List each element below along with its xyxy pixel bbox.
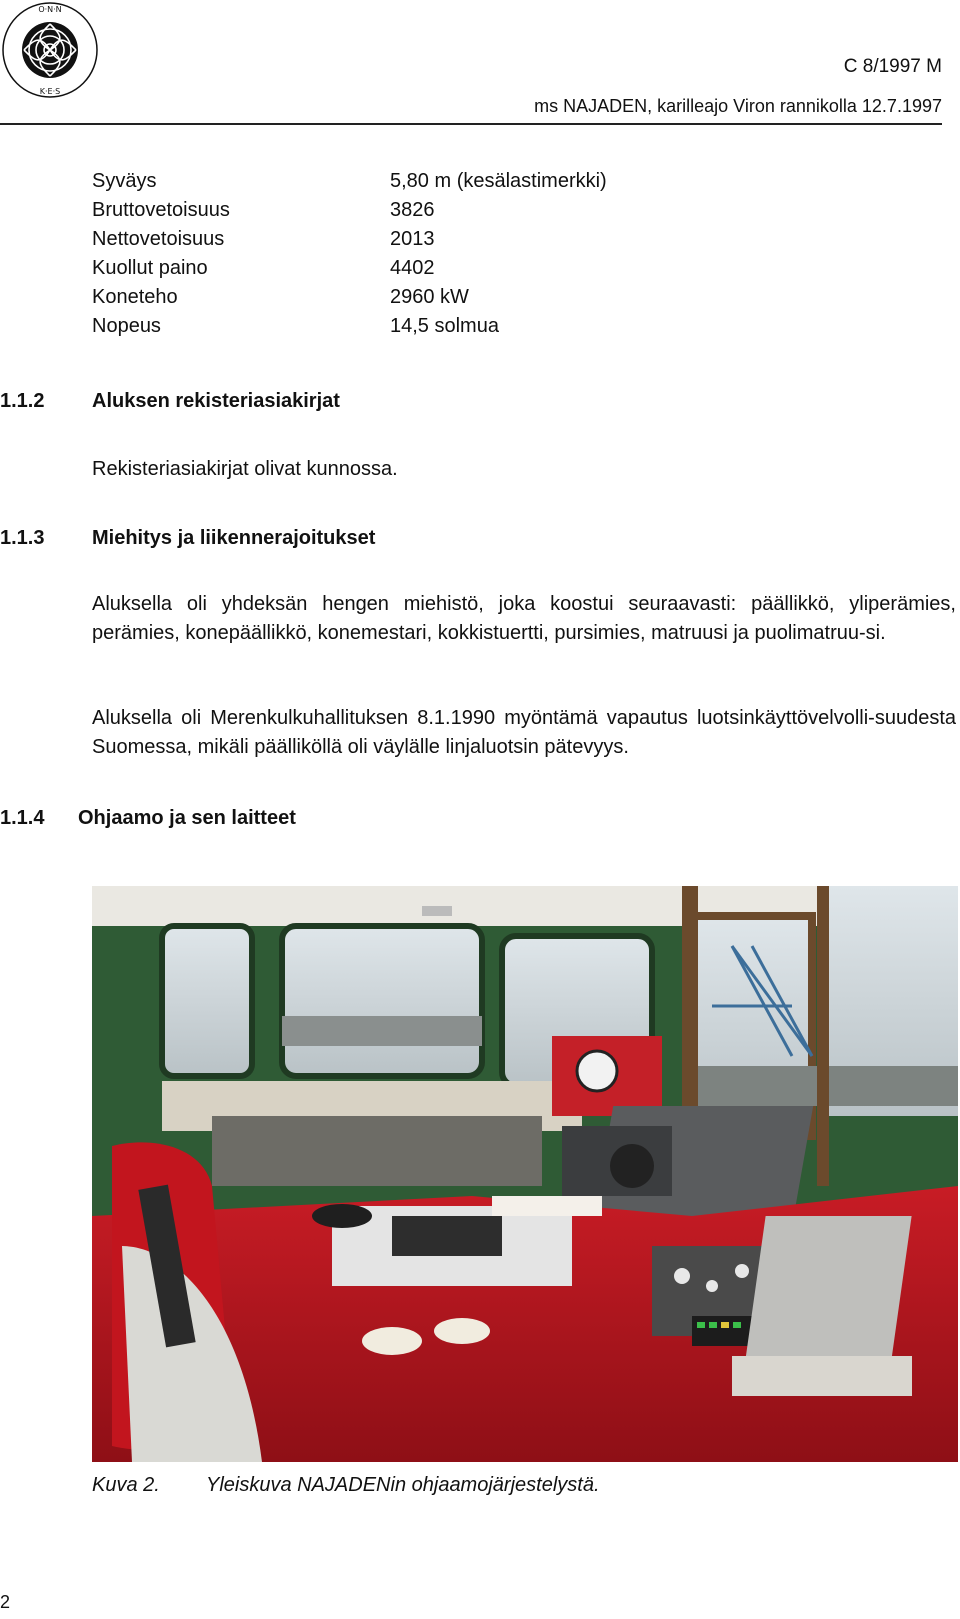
spec-value: 5,80 m (kesälastimerkki)	[390, 170, 607, 192]
section-number: 1.1.4	[0, 807, 45, 829]
ship-specifications	[92, 170, 607, 344]
spec-label: Syväys	[92, 170, 157, 192]
section-number: 1.1.2	[0, 390, 45, 412]
section-title: Miehitys ja liikennerajoitukset	[92, 527, 376, 549]
spec-row	[92, 286, 607, 315]
bridge-photo-image	[92, 886, 958, 1462]
spec-label: Bruttovetoisuus	[92, 199, 230, 221]
spec-row	[92, 199, 607, 228]
spec-row	[92, 228, 607, 257]
report-code: C 8/1997 M	[843, 56, 942, 77]
paragraph: Aluksella oli yhdeksän hengen miehistö, joka koostui seuraavasti: päällikkö, yliperämies, perämies, konepäällikkö, konemestari, kokkistuertti, pursimies, matruusi ja puolimatruu-si.	[92, 593, 956, 644]
section-heading-1-1-4	[0, 807, 296, 830]
spec-label: Nopeus	[92, 315, 161, 337]
spec-value: 4402	[390, 257, 435, 279]
figure-label: Kuva 2.	[92, 1474, 160, 1496]
agency-logo	[0, 0, 100, 100]
seal-icon	[0, 0, 100, 100]
spec-row	[92, 257, 607, 286]
spec-value: 3826	[390, 199, 435, 221]
spec-label: Koneteho	[92, 286, 178, 308]
header-rule	[0, 123, 942, 125]
spec-row	[92, 315, 607, 344]
spec-value: 14,5 solmua	[390, 315, 499, 337]
spec-value: 2013	[390, 228, 435, 250]
spec-row	[92, 170, 607, 199]
paragraph: Rekisteriasiakirjat olivat kunnossa.	[92, 458, 398, 480]
section-title: Ohjaamo ja sen laitteet	[78, 807, 296, 829]
paragraph: Aluksella oli Merenkulkuhallituksen 8.1.1990 myöntämä vapautus luotsinkäyttövelvolli-suudesta Suomessa, mikäli päälliköllä oli väylälle linjaluotsin pätevyys.	[92, 707, 956, 758]
page-number: 2	[0, 1592, 11, 1612]
section-title: Aluksen rekisteriasiakirjat	[92, 390, 340, 412]
section-heading-1-1-2	[0, 390, 340, 413]
section-heading-1-1-3	[0, 527, 375, 550]
spec-label: Kuollut paino	[92, 257, 208, 279]
spec-value: 2960 kW	[390, 286, 469, 308]
section-number: 1.1.3	[0, 527, 45, 549]
bridge-photo	[92, 886, 958, 1462]
report-title: ms NAJADEN, karilleajo Viron rannikolla 12.7.1997	[534, 96, 942, 116]
svg-text:K·E·S: K·E·S	[39, 87, 61, 96]
spec-label: Nettovetoisuus	[92, 228, 225, 250]
svg-text:O·N·N: O·N·N	[38, 5, 62, 14]
figure-caption: Yleiskuva NAJADENin ohjaamojärjestelystä.	[206, 1474, 600, 1496]
